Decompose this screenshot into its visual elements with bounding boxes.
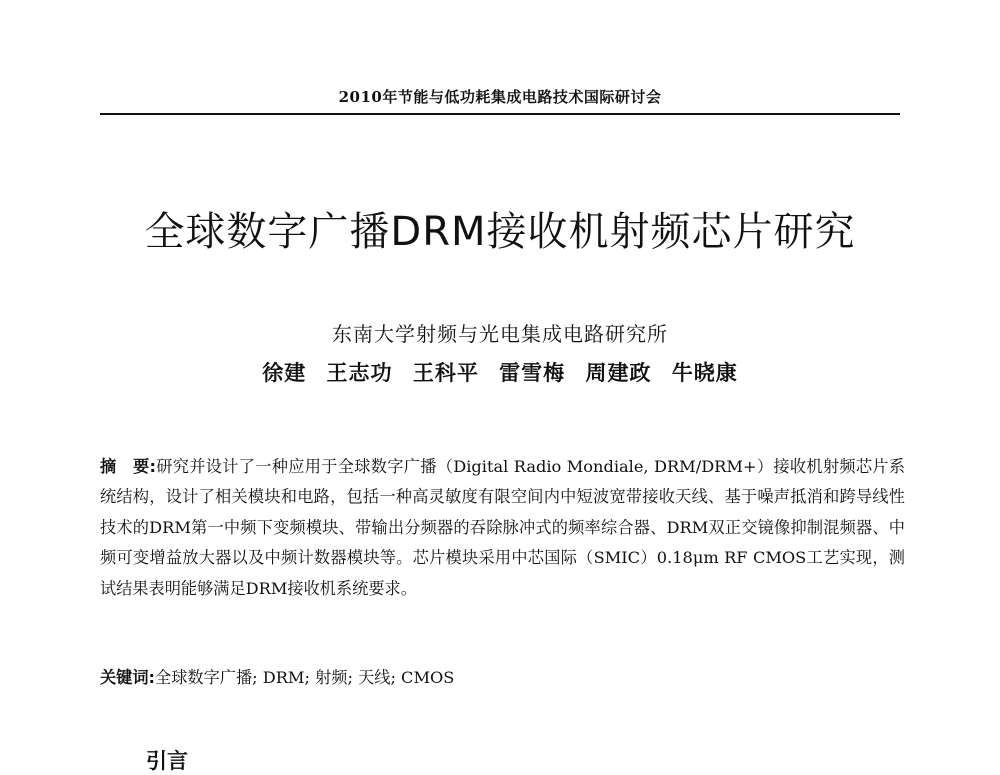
header-rule (100, 113, 900, 115)
paper-title: 全球数字广播DRM接收机射频芯片研究 (144, 209, 856, 255)
affiliation: 东南大学射频与光电集成电路研究所 (332, 322, 668, 346)
section-heading-introduction: 引言 (146, 749, 188, 773)
keywords (100, 666, 905, 690)
author-name: 雷雪梅 (499, 360, 566, 385)
keywords-label: 关键词: (100, 668, 156, 687)
abstract-text: 研究并设计了一种应用于全球数字广播（Digital Radio Mondiale, DRM/DRM+）接收机射频芯片系统结构，设计了相关模块和电路，包括一种高灵敏度有限空间内中短波宽带接收天线、基于噪声抵消和跨导线性技术的DRM第一中频下变频模块、带输出分频器的吞除脉冲式的频率综合器、DRM双正交镜像抑制混频器、中频可变增益放大器以及中频计数器模块等。芯片模块采用中芯国际（SMIC）0.18μm RF CMOS工艺实现，测试结果表明能够满足DRM接收机系统要求。 (100, 457, 906, 598)
author-name: 徐建 (262, 360, 307, 385)
running-header: 2010年节能与低功耗集成电路技术国际研讨会 (338, 88, 662, 106)
author-list (0, 357, 1000, 387)
author-name: 王志功 (326, 360, 393, 385)
abstract-label: 摘 要: (100, 457, 156, 476)
abstract (100, 452, 905, 604)
author-name: 周建政 (585, 360, 652, 385)
keywords-text: 全球数字广播; DRM; 射频; 天线; CMOS (155, 668, 455, 687)
author-name: 牛晓康 (671, 360, 738, 385)
author-name: 王科平 (412, 360, 479, 385)
